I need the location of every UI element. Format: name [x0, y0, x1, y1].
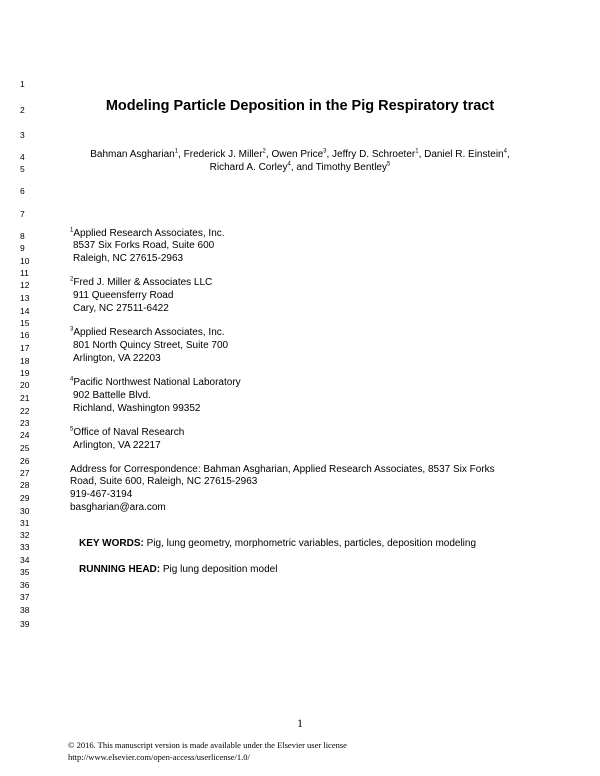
line-number: 39 — [20, 619, 30, 629]
affiliation-text: Applied Research Associates, Inc. — [73, 327, 225, 338]
author-name: Richard A. Corley — [209, 162, 288, 173]
affiliation-2-city: Cary, NC 27511-6422 — [73, 303, 169, 314]
line-number: 33 — [20, 542, 30, 552]
line-number: 28 — [20, 480, 30, 490]
line-number: 11 — [20, 268, 29, 278]
affiliation-5-city: Arlington, VA 22217 — [73, 440, 161, 451]
author-sup: 4 — [287, 161, 291, 168]
line-number: 24 — [20, 430, 30, 440]
keywords-label: KEY WORDS: — [79, 538, 144, 549]
line-number: 17 — [20, 343, 30, 353]
affiliation-4-city: Richland, Washington 99352 — [73, 403, 201, 414]
line-number: 37 — [20, 592, 30, 602]
author-sup: 5 — [386, 161, 391, 168]
affiliation-4-name — [70, 378, 241, 388]
author-name: , Frederick J. Miller — [178, 149, 263, 160]
line-number: 2 — [20, 105, 25, 115]
affiliation-3-street: 801 North Quincy Street, Suite 700 — [73, 340, 229, 351]
line-number: 25 — [20, 443, 30, 453]
author-name: , and Timothy Bentley — [290, 162, 387, 173]
line-number: 1 — [20, 79, 25, 89]
affiliation-text: Office of Naval Research — [73, 427, 185, 438]
affiliation-sup: 3 — [70, 326, 74, 333]
author-name: , Daniel R. Einstein — [418, 149, 504, 160]
line-number: 9 — [20, 243, 25, 253]
affiliation-1-city: Raleigh, NC 27615-2963 — [73, 253, 184, 264]
keywords-line — [79, 539, 476, 549]
line-number: 30 — [20, 506, 30, 516]
line-number: 16 — [20, 330, 30, 340]
line-number: 6 — [20, 186, 25, 196]
author-separator: , — [506, 149, 510, 160]
footer-license: © 2016. This manuscript version is made available under the Elsevier user license — [68, 740, 347, 750]
line-number: 22 — [20, 406, 30, 416]
line-number: 3 — [20, 130, 25, 140]
paper-title: Modeling Particle Deposition in the Pig Respiratory tract — [105, 98, 495, 114]
line-number: 18 — [20, 356, 30, 366]
line-number: 27 — [20, 468, 30, 478]
line-number: 36 — [20, 580, 30, 590]
line-number: 35 — [20, 567, 30, 577]
line-number: 29 — [20, 493, 30, 503]
line-number: 4 — [20, 152, 25, 162]
correspondence-phone: 919-467-3194 — [70, 489, 133, 500]
line-number: 26 — [20, 456, 30, 466]
line-number: 5 — [20, 164, 25, 174]
correspondence-line-1: Address for Correspondence: Bahman Asgharian, Applied Research Associates, 8537 Six Forks — [70, 464, 495, 475]
author-name: Bahman Asgharian — [90, 149, 175, 160]
correspondence-email: basgharian@ara.com — [70, 502, 166, 513]
affiliation-sup: 5 — [70, 426, 74, 433]
correspondence-line-2: Road, Suite 600, Raleigh, NC 27615-2963 — [70, 476, 258, 487]
author-line-1 — [0, 150, 600, 160]
line-number: 32 — [20, 530, 30, 540]
line-number: 15 — [20, 318, 30, 328]
author-line-2 — [0, 163, 600, 173]
affiliation-1-street: 8537 Six Forks Road, Suite 600 — [73, 240, 215, 251]
line-number: 34 — [20, 555, 30, 565]
affiliation-2-name — [70, 278, 212, 288]
affiliation-text: Fred J. Miller & Associates LLC — [73, 277, 213, 288]
line-number: 38 — [20, 605, 30, 615]
affiliation-5-name — [70, 428, 184, 438]
affiliation-sup: 4 — [70, 376, 74, 383]
author-name: , Jeffry D. Schroeter — [326, 149, 416, 160]
line-number: 13 — [20, 293, 30, 303]
page-number: 1 — [297, 716, 303, 730]
line-number: 14 — [20, 306, 30, 316]
affiliation-1-name — [70, 229, 225, 239]
line-number: 23 — [20, 418, 30, 428]
affiliation-3-city: Arlington, VA 22203 — [73, 353, 161, 364]
affiliation-sup: 2 — [70, 276, 74, 283]
author-sup: 3 — [323, 148, 327, 155]
line-number: 10 — [20, 256, 30, 266]
keywords-text: Pig, lung geometry, morphometric variables, particles, deposition modeling — [143, 538, 477, 549]
affiliation-text: Applied Research Associates, Inc. — [73, 228, 225, 239]
running-head-label: RUNNING HEAD: — [79, 564, 161, 575]
running-head-text: Pig lung deposition model — [160, 564, 278, 575]
line-number: 8 — [20, 231, 25, 241]
author-name: , Owen Price — [265, 149, 324, 160]
author-sup: 1 — [174, 148, 179, 155]
line-number: 7 — [20, 209, 25, 219]
affiliation-3-name — [70, 328, 225, 338]
line-number: 21 — [20, 393, 30, 403]
line-number: 20 — [20, 380, 30, 390]
author-sup: 2 — [262, 148, 266, 155]
author-sup: 1 — [415, 148, 419, 155]
author-sup: 4 — [503, 148, 507, 155]
running-head-line — [79, 565, 277, 575]
affiliation-sup: 1 — [70, 227, 74, 234]
affiliation-2-street: 911 Queensferry Road — [73, 290, 174, 301]
line-number: 31 — [20, 518, 30, 528]
affiliation-4-street: 902 Battelle Blvd. — [73, 390, 151, 401]
footer-url[interactable]: http://www.elsevier.com/open-access/userlicense/1.0/ — [68, 752, 250, 762]
affiliation-text: Pacific Northwest National Laboratory — [73, 377, 241, 388]
line-number: 12 — [20, 280, 30, 290]
line-number: 19 — [20, 368, 30, 378]
